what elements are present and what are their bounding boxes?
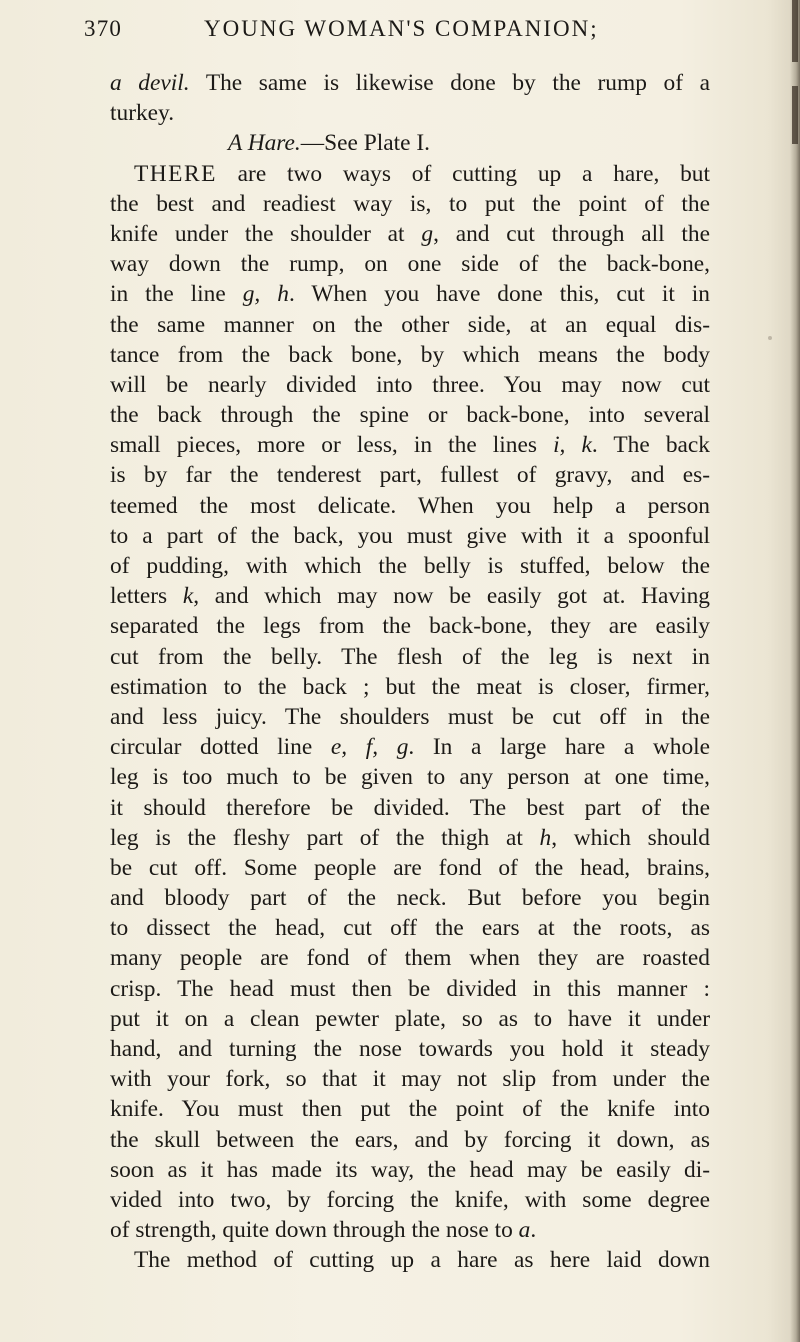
text-run: to a part of the back, you must give with it a spoonful bbox=[110, 522, 710, 549]
text-run: many people are fond of them when they are roasted bbox=[110, 945, 710, 972]
text-line bbox=[110, 219, 710, 249]
text-run: The method of cutting up a hare as here laid down bbox=[134, 1247, 710, 1274]
text-line bbox=[110, 1125, 710, 1155]
text-run: knife under the shoulder at bbox=[110, 220, 422, 247]
text-line bbox=[110, 943, 710, 973]
paragraph bbox=[110, 159, 710, 1246]
text-line bbox=[110, 611, 710, 641]
text-line bbox=[110, 310, 710, 340]
text-line bbox=[110, 279, 710, 309]
text-run: leg is the fleshy part of the thigh at bbox=[110, 824, 540, 851]
text-run: turkey. bbox=[110, 100, 175, 127]
text-run: . The back bbox=[591, 432, 710, 459]
text-run: . In a large hare a whole bbox=[408, 734, 711, 761]
text-line bbox=[110, 370, 710, 400]
text-run: letters bbox=[110, 583, 183, 610]
text-line bbox=[110, 521, 710, 551]
text-line bbox=[110, 1064, 710, 1094]
italic-text: g bbox=[421, 220, 434, 247]
text-line bbox=[110, 883, 710, 913]
italic-text: e, f, g bbox=[330, 734, 409, 761]
text-line bbox=[110, 1155, 710, 1185]
text-line bbox=[110, 1185, 710, 1215]
text-line bbox=[110, 672, 710, 702]
text-run: cut from the belly. The flesh of the leg is next in bbox=[110, 643, 710, 670]
text-run: The same is likewise done by the rump of a bbox=[189, 70, 710, 96]
text-run: tance from the back bone, by which means the body bbox=[110, 341, 710, 368]
text-line bbox=[110, 1034, 710, 1064]
text-run: , which should bbox=[551, 824, 710, 851]
section-heading-suffix: —See Plate I. bbox=[300, 130, 431, 157]
text-line bbox=[110, 1004, 710, 1034]
italic-text: i, k bbox=[553, 432, 592, 459]
drop-caps-word: THERE bbox=[134, 160, 217, 187]
text-line bbox=[110, 68, 710, 98]
text-run: the skull between the ears, and by forcing it down, as bbox=[110, 1126, 710, 1153]
text-run: put it on a clean pewter plate, so as to have it under bbox=[110, 1005, 710, 1032]
italic-text: g, h bbox=[242, 281, 289, 308]
italic-text: k bbox=[182, 583, 194, 610]
text-run: of pudding, with which the belly is stuffed, below the bbox=[110, 553, 710, 579]
text-run: the best and readiest way is, to put the point of the bbox=[110, 190, 710, 217]
text-line bbox=[110, 460, 710, 490]
text-line bbox=[110, 159, 710, 189]
text-line bbox=[110, 340, 710, 370]
page-edge-shadow bbox=[790, 0, 800, 1342]
text-run: leg is too much to be given to any person at one time, bbox=[110, 764, 710, 791]
text-run: it should therefore be divided. The best part of the bbox=[110, 794, 710, 821]
text-run: the back through the spine or back-bone, into several bbox=[110, 402, 710, 429]
text-run: of strength, quite down through the nose to bbox=[110, 1217, 519, 1244]
text-run: in the line bbox=[110, 281, 243, 308]
body-text bbox=[110, 68, 710, 1276]
italic-text: a bbox=[518, 1217, 531, 1244]
text-run: circular dotted line bbox=[110, 734, 331, 761]
text-line bbox=[110, 793, 710, 823]
text-run: are two ways of cutting up a hare, but bbox=[216, 160, 710, 187]
text-run: hand, and turning the nose towards you hold it steady bbox=[110, 1036, 710, 1062]
text-line bbox=[110, 400, 710, 430]
page-edge-mark bbox=[792, 0, 798, 62]
page-edge-mark bbox=[792, 86, 798, 144]
paragraph bbox=[110, 1245, 710, 1275]
text-run: , and which may now be easily got at. Having bbox=[193, 583, 710, 610]
text-run: . When you have done this, cut it in bbox=[288, 281, 710, 308]
text-run: , and cut through all the bbox=[433, 220, 710, 247]
text-run: and less juicy. The shoulders must be cut off in the bbox=[110, 703, 710, 730]
text-line bbox=[110, 1215, 710, 1245]
print-blot bbox=[768, 336, 772, 340]
text-line bbox=[110, 1245, 710, 1275]
text-line bbox=[110, 642, 710, 672]
text-run: be cut off. Some people are fond of the head, brains, bbox=[110, 854, 710, 881]
text-run: vided into two, by forcing the knife, with some degree bbox=[110, 1186, 710, 1213]
text-line bbox=[110, 732, 710, 762]
text-line bbox=[110, 249, 710, 279]
italic-text: h bbox=[539, 824, 552, 851]
text-line bbox=[110, 853, 710, 883]
text-line bbox=[110, 581, 710, 611]
text-run: crisp. The head must then be divided in this manner : bbox=[110, 975, 710, 1002]
text-run: soon as it has made its way, the head may be easily di- bbox=[110, 1156, 710, 1183]
text-line bbox=[110, 913, 710, 943]
running-title: YOUNG WOMAN'S COMPANION; bbox=[204, 16, 599, 41]
text-line bbox=[110, 551, 710, 581]
section-heading-title: A Hare. bbox=[228, 130, 301, 157]
paragraph bbox=[110, 68, 710, 128]
text-run: the same manner on the other side, at an equal dis- bbox=[110, 311, 710, 338]
text-line bbox=[110, 430, 710, 460]
italic-text: a devil. bbox=[110, 70, 190, 96]
text-run: small pieces, more or less, in the lines bbox=[110, 432, 554, 459]
text-run: to dissect the head, cut off the ears at the roots, as bbox=[110, 915, 710, 942]
text-run: will be nearly divided into three. You may now cut bbox=[110, 371, 710, 398]
text-run: teemed the most delicate. When you help a person bbox=[110, 492, 710, 519]
text-line bbox=[110, 98, 710, 128]
text-line bbox=[110, 823, 710, 853]
text-run: estimation to the back ; but the meat is closer, firmer, bbox=[110, 673, 710, 700]
text-run: knife. You must then put the point of the knife into bbox=[110, 1096, 710, 1123]
text-run: and bloody part of the neck. But before you begin bbox=[110, 885, 710, 912]
text-line bbox=[110, 762, 710, 792]
text-run: . bbox=[530, 1217, 537, 1244]
text-line bbox=[110, 189, 710, 219]
page-number: 370 bbox=[84, 16, 123, 41]
section-heading bbox=[110, 128, 710, 158]
text-line bbox=[110, 974, 710, 1004]
text-line bbox=[110, 491, 710, 521]
running-head bbox=[84, 16, 704, 50]
text-run: way down the rump, on one side of the back-bone, bbox=[110, 251, 710, 278]
text-run: with your fork, so that it may not slip from under the bbox=[110, 1066, 710, 1093]
text-line bbox=[110, 1094, 710, 1124]
text-run: separated the legs from the back-bone, they are easily bbox=[110, 613, 710, 640]
text-line bbox=[110, 702, 710, 732]
text-run: is by far the tenderest part, fullest of gravy, and es- bbox=[110, 462, 710, 489]
